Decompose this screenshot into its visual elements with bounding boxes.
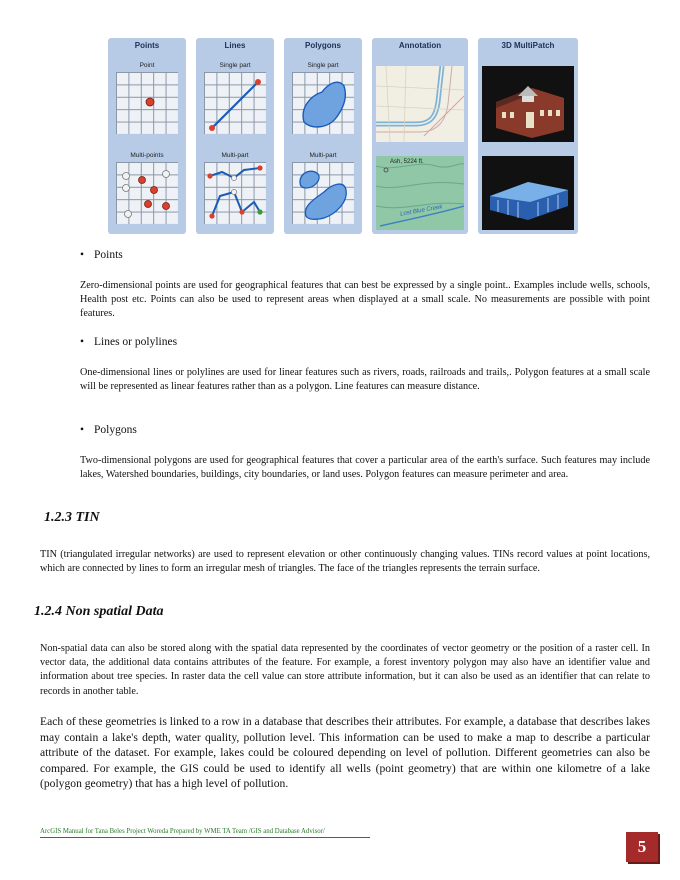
points-paragraph: Zero-dimensional points are used for geographical features that can best be expressed by a single point.. Examples include wells, schools, Health post etc. Points can also be used to represent areas when displayed at a small scale. No measurements are possible with point features. bbox=[80, 280, 650, 320]
multi-line-diagram bbox=[204, 162, 266, 224]
single-line-diagram bbox=[204, 72, 266, 134]
multipatch-panel bbox=[478, 38, 578, 234]
annotation-road-map bbox=[376, 66, 464, 142]
bullet-dot-icon: • bbox=[80, 336, 85, 348]
multipatch-panel-title: 3D MultiPatch bbox=[501, 41, 555, 50]
annotation-creek-label: Lost Blue Creek bbox=[399, 204, 443, 218]
bullet-points bbox=[80, 249, 123, 261]
multipatch-building-1 bbox=[482, 66, 574, 142]
multipatch-building-2 bbox=[482, 156, 574, 230]
bullet-lines-label: Lines or polylines bbox=[94, 336, 178, 348]
multi-points-diagram bbox=[116, 162, 178, 224]
tin-heading: 1.2.3 TIN bbox=[44, 510, 100, 525]
annotation-panel-title: Annotation bbox=[398, 41, 442, 50]
single-polygon-diagram bbox=[292, 72, 354, 134]
geometry-types-figure bbox=[108, 38, 578, 234]
annotation-panel bbox=[372, 38, 468, 234]
bullet-dot-icon: • bbox=[80, 424, 85, 436]
single-point-diagram bbox=[116, 72, 178, 134]
bullet-lines bbox=[80, 336, 177, 348]
nonspatial-paragraph-2: Each of these geometries is linked to a row in a database that describes their attributes. For example, a database that describes lakes may contain a lake's depth, water quality, pollution level. This information can be used to make a map to describe a particular attribute of the dataset. For example, lakes could be coloured depending on level of pollution. Different geometries can also be compared. For example, the GIS could be used to identify all wells (point geometry) that are within one kilometre of a lake (polygon geometry) that has a high level of pollution. bbox=[40, 715, 650, 791]
tin-paragraph: TIN (triangulated irregular networks) are used to represent elevation or other continuously changing values. TINs record values at point locations, which are connected by lines to form an irregular mesh of triangles. The face of the triangles represents the terrain surface. bbox=[40, 549, 650, 575]
points-bottom-label: Multi-points bbox=[130, 152, 164, 159]
lines-panel bbox=[196, 38, 274, 234]
annotation-elevation-label: Ash, 5224 ft. bbox=[390, 159, 424, 165]
bullet-polygons bbox=[80, 424, 137, 436]
points-panel bbox=[108, 38, 186, 234]
bullet-dot-icon: • bbox=[80, 249, 85, 261]
lines-paragraph: One-dimensional lines or polylines are used for linear features such as rivers, roads, railroads and trails,. Polygon features at a small scale will be represented as linear features rather than as a polygon. Line features can measure distance. bbox=[80, 367, 650, 393]
nonspatial-heading: 1.2.4 Non spatial Data bbox=[34, 604, 164, 619]
page-number: 5 bbox=[626, 832, 658, 862]
polygons-bottom-label: Multi-part bbox=[309, 152, 337, 159]
points-top-label: Point bbox=[139, 62, 155, 69]
polygons-panel-title: Polygons bbox=[304, 41, 341, 50]
bullet-points-label: Points bbox=[94, 249, 123, 261]
polygons-top-label: Single part bbox=[307, 62, 339, 69]
lines-top-label: Single part bbox=[219, 62, 251, 69]
nonspatial-paragraph-1: Non-spatial data can also be stored along with the spatial data represented by the coordinates of vector geometry or the position of a raster cell. In vector data, the additional data contains attributes of the feature. For example, a forest inventory polygon may also have an identifier value and information about tree species. In raster data the cell value can store attribute information, but it can also be used as an identifier that can relate to records in another table. bbox=[40, 643, 650, 697]
bullet-polygons-label: Polygons bbox=[94, 424, 137, 436]
annotation-terrain-map bbox=[376, 156, 464, 230]
polygons-paragraph: Two-dimensional polygons are used for geographical features that cover a particular area of the earth's surface. Such features may include lakes, Watershed boundaries, buildings, city boundaries, or land uses. Polygon features can measure perimeter and area. bbox=[80, 455, 650, 481]
multi-polygon-diagram bbox=[292, 162, 354, 224]
lines-bottom-label: Multi-part bbox=[221, 152, 249, 159]
polygons-panel bbox=[284, 38, 362, 234]
lines-panel-title: Lines bbox=[224, 41, 246, 50]
page-footer: ArcGIS Manual for Tana Beles Project Woreda Prepared by WME TA Team /GIS and Database Advisor/ bbox=[40, 828, 370, 838]
points-panel-title: Points bbox=[134, 41, 160, 50]
